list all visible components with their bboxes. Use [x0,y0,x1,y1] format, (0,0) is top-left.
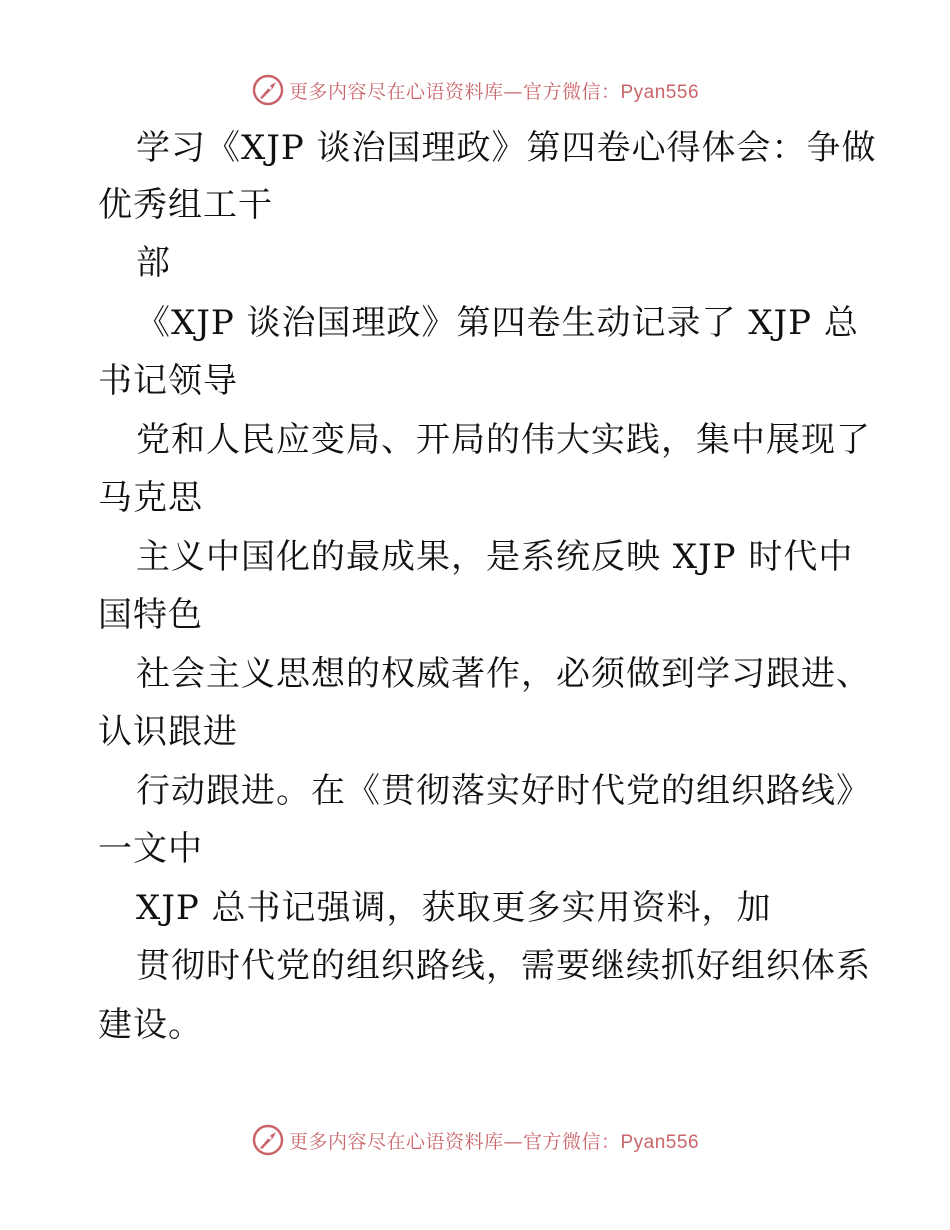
header-watermark [0,70,950,110]
text-line: 社会主义思想的权威著作，必须做到学习跟进、 [136,654,871,694]
text-line: 优秀组工干 [98,185,273,225]
text-line: 党和人民应变局、开局的伟大实践，集中展现了 [136,420,871,460]
text-line: XJP 总书记强调，获取更多实用资料，加 [136,888,772,928]
watermark-wechat-id: Pyan556 [620,1131,700,1153]
text-line: 马克思 [98,478,203,518]
text-line: 《XJP 谈治国理政》第四卷生动记录了 XJP 总 [136,303,859,343]
text-line: 认识跟进 [98,712,238,752]
text-line: 国特色 [98,595,203,635]
text-line: 书记领导 [98,361,238,401]
text-line: 行动跟进。在《贯彻落实好时代党的组织路线》 [136,771,871,811]
text-line: 一文中 [98,829,203,869]
pen-nib-logo-icon [251,1123,285,1157]
text-line: 学习《XJP 谈治国理政》第四卷心得体会：争做 [136,128,877,168]
text-line: 贯彻时代党的组织路线，需要继续抓好组织体系 [136,946,871,986]
text-line: 建设。 [98,1005,203,1045]
text-line: 部 [136,243,171,283]
watermark-text [289,1127,699,1154]
watermark-label: 更多内容尽在心语资料库—官方微信： [288,1130,621,1153]
watermark-text [289,77,699,104]
text-line: 主义中国化的最成果，是系统反映 XJP 时代中 [136,537,854,577]
watermark-wechat-id: Pyan556 [620,81,700,103]
footer-watermark [0,1120,950,1160]
pen-nib-logo-icon [251,73,285,107]
watermark-label: 更多内容尽在心语资料库—官方微信： [288,80,621,103]
